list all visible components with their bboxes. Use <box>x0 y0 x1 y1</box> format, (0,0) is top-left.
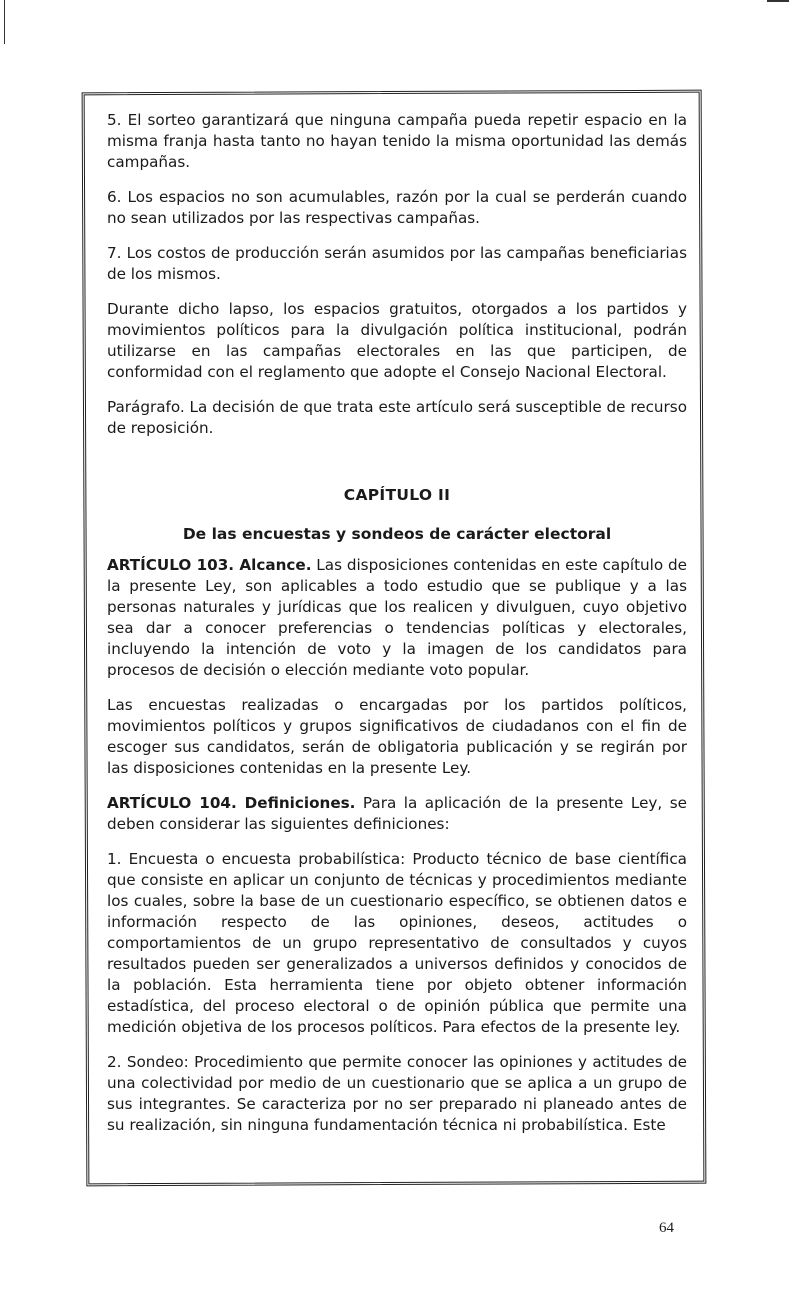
section-title: De las encuestas y sondeos de carácter electoral <box>182 525 612 543</box>
article-103-text: Las disposiciones contenidas en este capítulo de la presente Ley, son aplicables a todo estudio que se publique y a las personas naturales y jurídicas que los realicen y divulguen, cuyo objetivo sea dar a conocer preferencias o tendencias políticas y electorales, incluyendo la intención de voto y la imagen de los candidatos para procesos de decisión o elección mediante voto popular. <box>107 556 687 679</box>
paragraph-durante: Durante dicho lapso, los espacios gratuitos, otorgados a los partidos y movimientos políticos para la divulgación política institucional, podrán utilizarse en las campañas electorales en las que participen, de conformidad con el reglamento que adopte el Consejo Nacional Electoral. <box>107 300 687 381</box>
paragraph-paragrafo: Parágrafo. La decisión de que trata este artículo será susceptible de recurso de reposición. <box>107 398 687 437</box>
article-104 <box>107 793 687 835</box>
paragraph-item-6: 6. Los espacios no son acumulables, razón por la cual se perderán cuando no sean utilizados por las respectivas campañas. <box>107 188 687 227</box>
paragraph-encuestas: Las encuestas realizadas o encargadas por los partidos políticos, movimientos políticos y grupos significativos de ciudadanos con el fin de escoger sus candidatos, serán de obligatoria publicación y se regirán por las disposiciones contenidas en la presente Ley. <box>107 696 687 777</box>
article-104-text: Para la aplicación de la presente Ley, se deben considerar las siguientes definiciones: <box>107 794 687 833</box>
definition-2: 2. Sondeo: Procedimiento que permite conocer las opiniones y actitudes de una colectividad por medio de un cuestionario que se aplica a un grupo de sus integrantes. Se caracteriza por no ser preparado ni planeado antes de su realización, sin ninguna fundamentación técnica ni probabilística. Este <box>107 1053 687 1134</box>
scan-edge-mark <box>767 0 789 2</box>
definition-1: 1. Encuesta o encuesta probabilística: Producto técnico de base científica que consiste en aplicar un conjunto de técnicas y procedimientos mediante los cuales, sobre la base de un cuestionario específico, se obtienen datos e información respecto de las opiniones, deseos, actitudes o comportamientos de un grupo representativo de consultados y cuyos resultados pueden ser generalizados a universos definidos y conocidos de la población. Esta herramienta tiene por objeto obtener información estadística, del proceso electoral o de opinión pública que permite una medición objetiva de los procesos políticos. Para efectos de la presente ley. <box>107 850 687 1036</box>
chapter-title: CAPÍTULO II <box>343 486 451 504</box>
article-103 <box>107 555 687 681</box>
paragraph-item-7: 7. Los costos de producción serán asumidos por las campañas beneficiarias de los mismos. <box>107 244 687 283</box>
document-body <box>107 110 687 1150</box>
article-104-heading: ARTÍCULO 104. Definiciones. <box>107 794 356 812</box>
scan-edge-mark <box>4 0 5 44</box>
article-103-heading: ARTÍCULO 103. Alcance. <box>107 556 312 574</box>
paragraph-item-5: 5. El sorteo garantizará que ninguna campaña pueda repetir espacio en la misma franja hasta tanto no hayan tenido la misma oportunidad las demás campañas. <box>107 111 687 171</box>
page-number: 64 <box>659 1220 674 1236</box>
